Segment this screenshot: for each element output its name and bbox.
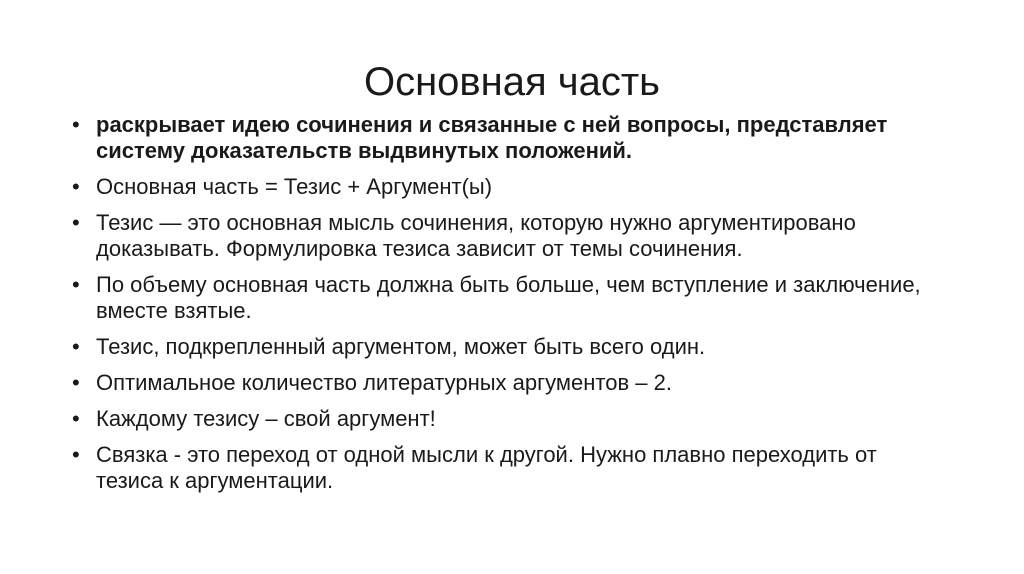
- bullet-text: Каждому тезису – свой аргумент!: [96, 406, 436, 431]
- bullet-item: [72, 406, 936, 432]
- bullet-dot-icon: •: [72, 334, 80, 359]
- bullet-text: Оптимальное количество литературных аргументов – 2.: [96, 370, 672, 395]
- bullet-list: [72, 112, 936, 504]
- bullet-text: Тезис — это основная мысль сочинения, которую нужно аргументировано доказывать. Формулировка тезиса зависит от темы сочинения.: [96, 210, 856, 261]
- bullet-text: Тезис, подкрепленный аргументом, может быть всего один.: [96, 334, 706, 359]
- bullet-text: По объему основная часть должна быть больше, чем вступление и заключение, вместе взятые.: [96, 272, 921, 323]
- bullet-dot-icon: •: [72, 442, 80, 467]
- bullet-dot-icon: •: [72, 112, 80, 137]
- bullet-item: [72, 112, 936, 164]
- bullet-item: [72, 272, 936, 324]
- bullet-text: раскрывает идею сочинения и связанные с ней вопросы, представляет систему доказательств выдвинутых положений.: [96, 112, 888, 163]
- bullet-dot-icon: •: [72, 370, 80, 395]
- bullet-item: [72, 442, 936, 494]
- bullet-item: [72, 334, 936, 360]
- bullet-text: Основная часть = Тезис + Аргумент(ы): [96, 174, 493, 199]
- bullet-item: [72, 210, 936, 262]
- slide-title: Основная часть: [363, 60, 661, 104]
- bullet-dot-icon: •: [72, 406, 80, 431]
- bullet-item: [72, 174, 936, 200]
- bullet-dot-icon: •: [72, 174, 80, 199]
- bullet-dot-icon: •: [72, 210, 80, 235]
- bullet-dot-icon: •: [72, 272, 80, 297]
- bullet-text: Связка - это переход от одной мысли к другой. Нужно плавно переходить от тезиса к аргументации.: [96, 442, 877, 493]
- bullet-item: [72, 370, 936, 396]
